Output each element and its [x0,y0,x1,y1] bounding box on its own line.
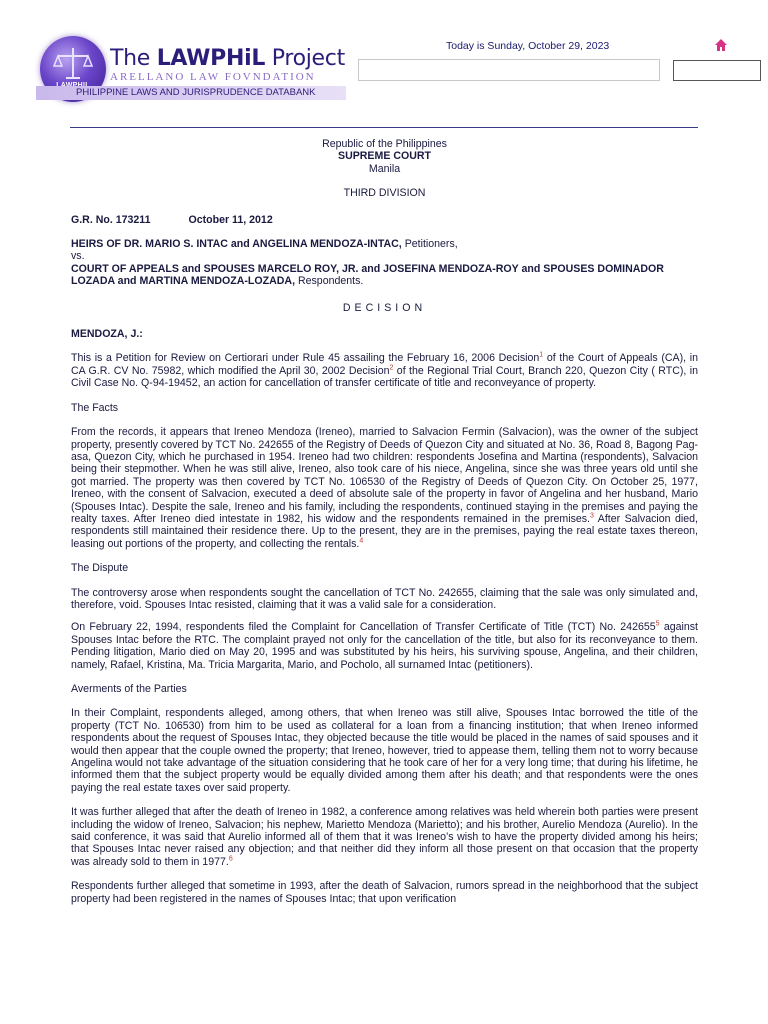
site-subtitle: ARELLANO LAW FOVNDATION [110,71,316,83]
paragraph-4 [71,621,698,671]
court-name: SUPREME COURT [338,150,431,163]
decision-document [71,138,698,905]
paragraph-5: In their Complaint, respondents alleged, among others, that when Ireneo was still alive, Spouses Intac borrowed the title of the property (TCT No. 106530) from him to be used as collateral for a loan from a financing institution; that when Ireneo informed respondents about the request of Spouses Intac, they objected because the title would be placed in the names of said spouses and it would then appear that the couple owned the property; that Ireneo, however, tried to appease them, telling them not to worry because Angelina would not take advantage of the situation considering that he took care of her for a very long time; that during his lifetime, he informed them that the subject property would be equally divided among them after his death; and that respondents were the ones paying the real estate taxes over said property. [71,707,698,794]
footnote-2-link[interactable]: 2 [389,364,394,372]
footnote-3-link[interactable]: 3 [590,512,594,520]
today-date: Today is Sunday, October 29, 2023 [446,40,610,52]
court-city: Manila [368,162,401,175]
republic-line: Republic of the Philippines [322,138,447,150]
decision-date: October 11, 2012 [188,213,273,226]
p1-text-a: This is a Petition for Review on Certiorari under Rule 45 assailing the February 16, 2006 Decision [71,352,540,365]
search-input[interactable] [358,59,660,81]
home-icon[interactable] [714,38,728,52]
paragraph-3: The controversy arose when respondents sought the cancellation of TCT No. 242655, claiming that the sale was only simulated and, therefore, void. Spouses Intac resisted, claiming that it was a valid sale for a consideration. [71,586,698,611]
paragraph-1 [71,352,698,389]
p1-text-c: of the Regional Trial Court, Branch 220, Quezon City ( RTC), in Civil Case No. Q-94-19452, an action for cancellation of transfer certificate of title and reconveyance of property. [71,364,698,390]
site-title[interactable] [110,46,345,71]
decision-heading: DECISION [342,301,427,314]
p6-text-a: It was further alleged that after the death of Ireneo in 1982, a conference among relatives was held wherein both parties were present including the widow of Ireneo, Salvacion; his nephew, Marietto Mendoza (Marietto); and his brother, Aurelio Mendoza (Aurelio). In the said conference, it was said that Aurelio informed all of them that it was Ireneo’s wish to have the property divided among his heirs; that Spouses Intac never raised any objection; and that neither did they inform all those present on that occasion that the property was already sold to them in 1977. [71,806,698,868]
site-title-prefix: The [110,46,157,71]
case-number-line [71,214,698,226]
respondents-name: COURT OF APPEALS and SPOUSES MARCELO ROY, JR. and JOSEFINA MENDOZA-ROY and SPOUSES DOMINADOR LOZADA and MARTINA MENDOZA-LOZADA, [71,262,664,288]
p4-text-a: On February 22, 1994, respondents filed the Complaint for Cancellation of Transfer Certificate of Title (TCT) No. 242655 [71,621,656,634]
paragraph-6 [71,806,698,868]
site-tagline-band: PHILIPPINE LAWS AND JURISPRUDENCE DATABANK [36,86,346,100]
paragraph-7: Respondents further alleged that sometime in 1993, after the death of Salvacion, rumors spread in the neighborhood that the subject property had been registered in the names of Spouses Intac; that upon verification [71,880,698,905]
versus: vs. [71,250,85,263]
respondents-line [71,263,698,288]
p2-text-b: After Salvacion died, respondents still maintained their residence there. Up to the present, they are in the premises, paying the real estate taxes thereon, leasing out portions of the property, and collecting the rentals. [71,512,698,550]
p4-text-b: against Spouses Intac before the RTC. The complaint prayed not only for the cancellation of the title, but also for its reconveyance to them. Pending litigation, Mario died on May 20, 1995 and was substituted by his heirs, his surviving spouse, Angelina, and their children, namely, Rafael, Kristina, Ma. Tricia Margarita, Mario, and Pocholo, all surnamed Intac (petitioners). [71,621,698,671]
averments-heading: Averments of the Parties [71,683,187,695]
division-name: THIRD DIVISION [343,187,426,200]
site-header [0,0,768,110]
petitioners-line [71,238,698,250]
footnote-1-link[interactable]: 1 [539,351,544,359]
p1-text-b: of the Court of Appeals (CA), in CA G.R. CV No. 75982, which modified the April 30, 2002 Decision [71,352,698,377]
paragraph-2 [71,426,698,550]
footnote-6-link[interactable]: 6 [228,855,233,863]
site-title-suffix: Project [265,46,345,71]
petitioners-role: Petitioners, [401,238,458,251]
search-button[interactable] [673,60,761,81]
footnote-5-link[interactable]: 5 [655,620,660,628]
p2-text-a: From the records, it appears that Ireneo Mendoza (Ireneo), married to Salvacion Fermin (Salvacion), was the owner of the subject property, presently covered by TCT No. 242655 of the Registry of Deeds of Quezon City and situated at No. 36, Road 8, Bagong Pag-asa, Quezon City, which he purchased in 1954. Ireneo had two children: respondents Josefina and Martina (respondents), Salvacion being their stepmother. When he was still alive, Ireneo, also took care of his niece, Angelina, since she was three years old until she got married. The property was then covered by TCT No. 106530 of the Registry of Deeds of Quezon City. On October 25, 1977, Ireneo, with the consent of Salvacion, executed a deed of absolute sale of the property in favor of Angelina and her husband, Mario (Spouses Intac). Despite the sale, Ireneo and his family, including the respondents, continued staying in the premises and paying the realty taxes. After Ireneo died intestate in 1982, his widow and the respondents remained in the premises. [71,426,698,525]
header-divider [70,127,698,128]
petitioners-name: HEIRS OF DR. MARIO S. INTAC and ANGELINA MENDOZA-INTAC, [71,238,402,251]
footnote-4-link[interactable]: 4 [359,537,364,545]
site-title-bold: LAWPHiL [156,46,266,71]
respondents-role: Respondents. [295,275,364,288]
ponente: MENDOZA, J.: [71,328,143,341]
gr-number: G.R. No. 173211 [71,213,151,226]
facts-heading: The Facts [71,401,119,414]
dispute-heading: The Dispute [71,562,129,575]
